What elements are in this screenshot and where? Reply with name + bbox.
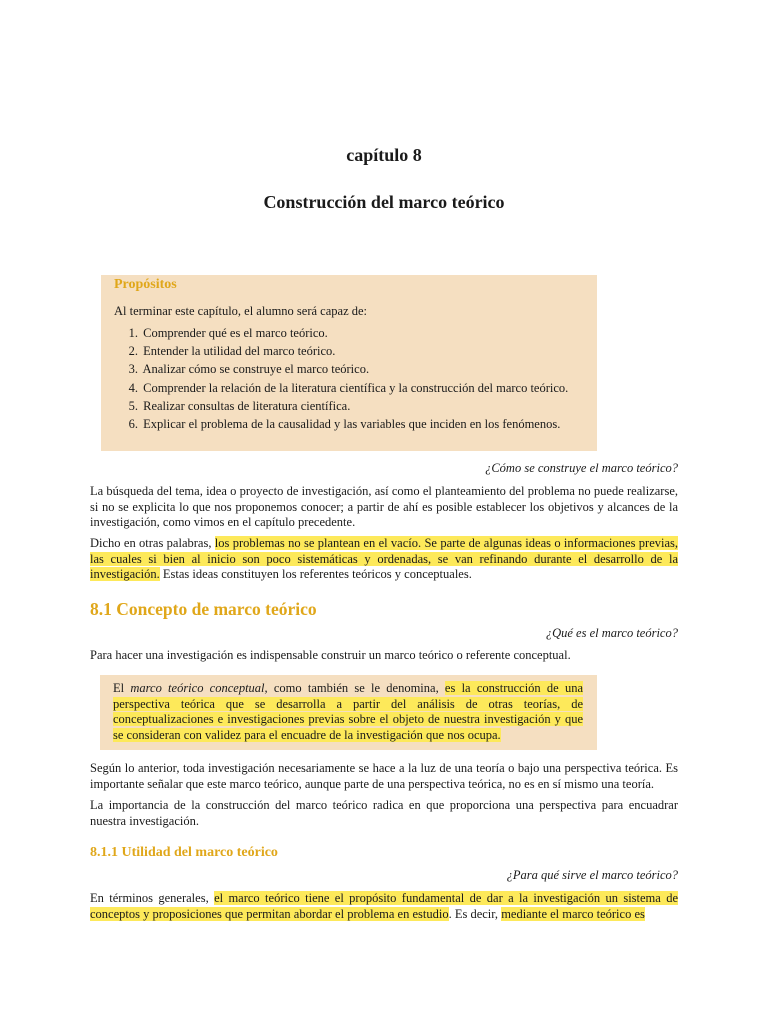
paragraph-text: Dicho en otras palabras,: [90, 536, 215, 550]
purpose-item-number: 1.: [128, 326, 138, 340]
paragraph-text: . Es decir,: [448, 906, 502, 921]
purpose-item-number: 3.: [128, 362, 138, 377]
purposes-title: Propósitos: [114, 277, 177, 292]
section-8-1-question: ¿Qué es el marco teórico?: [545, 626, 678, 640]
purpose-item-text: Explicar el problema de la causalidad y las variables que inciden en los fenómenos.: [143, 416, 561, 431]
purpose-item-text: Comprender la relación de la literatura científica y la construcción del marco teórico.: [143, 380, 569, 395]
purpose-item: [114, 343, 568, 361]
highlighted-text: es la construcción de una perspectiva teórica que se desarrolla a partir del análisis de otras teorías, de conceptualizaciones e investigaciones previas sobre el objeto de nuestra investigación y que se consideran con validez para el encuadre de la investigación que nos ocupa.: [113, 681, 583, 742]
section-heading-8-1-1: 8.1.1 Utilidad del marco teórico: [90, 845, 278, 860]
definition-term: marco teórico conceptual,: [130, 681, 268, 695]
highlighted-text: mediante el marco teórico es: [501, 906, 645, 921]
purpose-item-number: 5.: [128, 398, 138, 413]
paragraph-text: En términos generales,: [90, 891, 215, 905]
section-heading-8-1: 8.1 Concepto de marco teórico: [90, 599, 317, 619]
purpose-item-number: 2.: [128, 344, 138, 359]
section-8-1-paragraph-2: Según lo anterior, toda investigación necesariamente se hace a la luz de una teoría o bajo una perspectiva teórica. Es importante señalar que este marco teórico, aunque parte de una perspectiva teórica, no es en sí mismo una teoría.: [90, 761, 678, 791]
purposes-box: [101, 275, 597, 451]
purpose-item: [114, 325, 568, 343]
purposes-list: [114, 325, 568, 434]
paragraph-text: Estas ideas constituyen los referentes teóricos y conceptuales.: [159, 567, 472, 582]
intro-paragraph-1: La búsqueda del tema, idea o proyecto de investigación, así como el planteamiento del problema no puede realizarse, si no se explicita lo que nos proponemos conocer; a partir de ahí es posible establecer los objetivos y alcances de la investigación, como vimos en el capítulo precedente.: [90, 484, 678, 530]
purpose-item-text: Realizar consultas de literatura científica.: [143, 398, 351, 413]
chapter-label: capítulo 8: [346, 145, 422, 165]
intro-question: ¿Cómo se construye el marco teórico?: [485, 461, 678, 475]
purpose-item: [114, 416, 568, 434]
definition-text-mid: como también se le denomina,: [267, 681, 445, 695]
highlighted-text: el marco teórico tiene el propósito fundamental de dar a la investigación un sistema de conceptos y proposiciones que permitan abordar el problema en estudio: [90, 891, 678, 921]
definition-box: [100, 675, 597, 750]
purpose-item: [114, 380, 568, 398]
chapter-title: Construcción del marco teórico: [263, 192, 505, 212]
section-8-1-1-question: ¿Para qué sirve el marco teórico?: [506, 868, 678, 882]
section-8-1-paragraph-1: Para hacer una investigación es indispensable construir un marco teórico o referente conceptual.: [90, 648, 571, 662]
definition-text-prefix: El: [113, 681, 131, 695]
definition-text: [113, 681, 583, 743]
purpose-item-text: Entender la utilidad del marco teórico.: [143, 344, 336, 359]
purpose-item-number: 4.: [128, 380, 138, 395]
purpose-item-number: 6.: [128, 416, 138, 431]
purpose-item: [114, 398, 568, 416]
section-8-1-paragraph-3: La importancia de la construcción del marco teórico radica en que proporciona una perspectiva para encuadrar nuestra investigación.: [90, 798, 678, 828]
purpose-item-text: Comprender qué es el marco teórico.: [143, 326, 328, 340]
purpose-item: [114, 361, 568, 379]
purposes-intro: Al terminar este capítulo, el alumno será capaz de:: [114, 304, 368, 318]
intro-paragraph-2: [90, 536, 678, 583]
highlighted-text: los problemas no se plantean en el vacío. Se parte de algunas ideas o informaciones previas, las cuales si bien al inicio son poco sistemáticas y ordenadas, se van refinando durante el desarrollo de la investigación.: [90, 536, 678, 582]
purpose-item-text: Analizar cómo se construye el marco teórico.: [142, 362, 370, 377]
section-8-1-1-paragraph-1: [90, 891, 678, 922]
